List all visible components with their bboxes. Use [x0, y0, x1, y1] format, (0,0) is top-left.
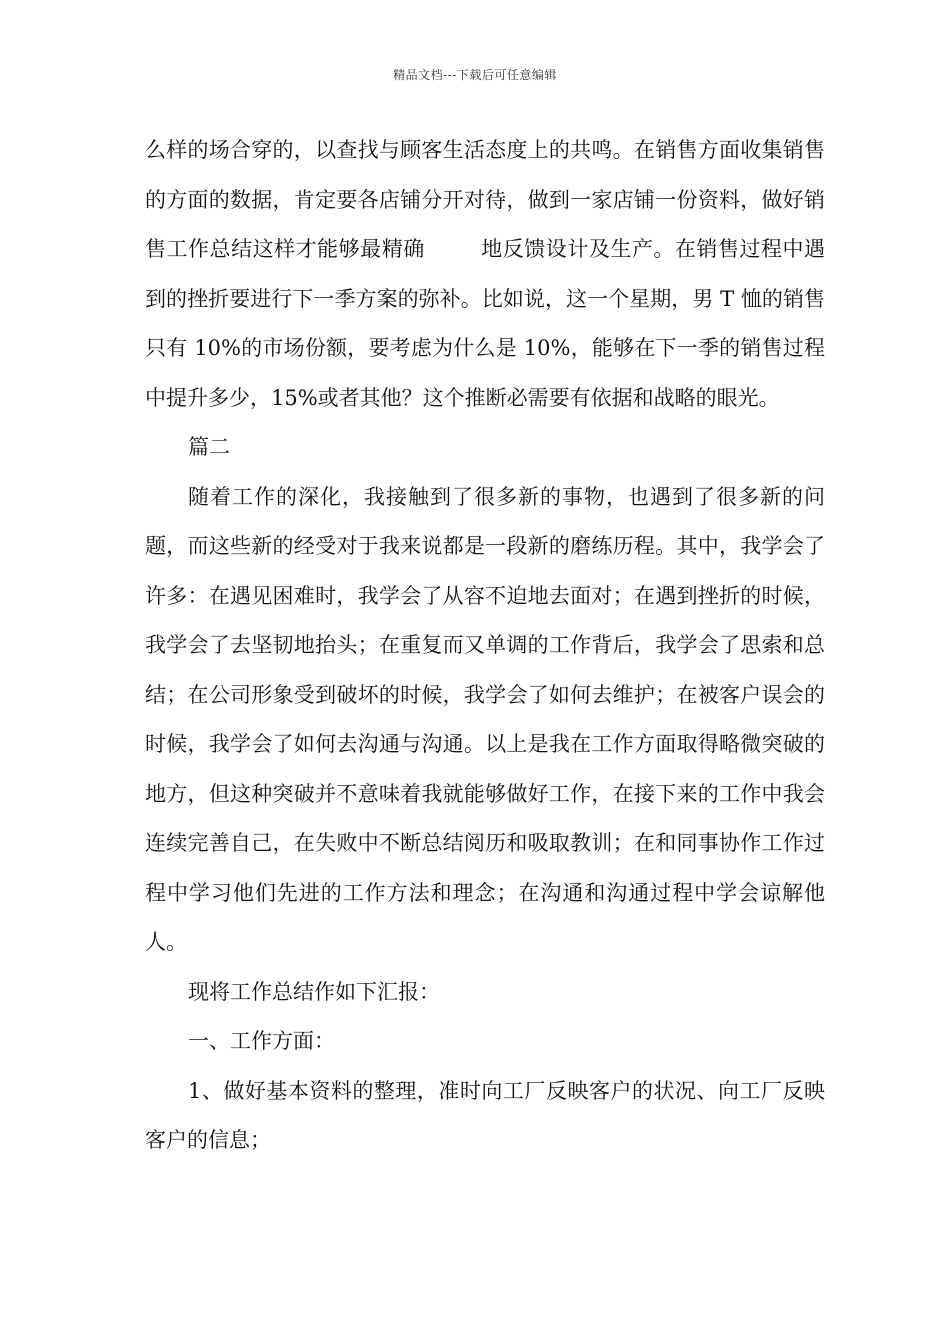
document-body — [145, 126, 825, 1166]
paragraph-report-intro: 现将工作总结作如下汇报： — [188, 979, 440, 1004]
section-heading-work: 一、工作方面： — [188, 1029, 335, 1053]
page-header: 精品文档---下载后可任意编辑 — [393, 68, 557, 82]
paragraph-experience: 随着工作的深化，我接触到了很多新的事物，也遇到了很多新的问题，而这些新的经受对于我来说都是一段新的磨练历程。其中，我学会了许多：在遇见困难时，我学会了从容不迫地去面对；在遇到挫折的时候，我学会了去坚韧地抬头；在重复而又单调的工作背后，我学会了思索和总结；在公司形象受到破坏的时候，我学会了如何去维护；在被客户误会的时候，我学会了如何去沟通与沟通。以上是我在工作方面取得略微突破的地方，但这种突破并不意味着我就能够做好工作，在接下来的工作中我会连续完善自己，在失败中不断总结阅历和吸取教训；在和同事协作工作过程中学习他们先进的工作方法和理念；在沟通和沟通过程中学会谅解他人。 — [145, 484, 825, 954]
paragraph-sales-analysis — [145, 126, 825, 423]
section-heading-part-two: 篇二 — [188, 435, 230, 459]
paragraph-sales-analysis-part2: 地反馈设计及生产。在销售过程中遇到的挫折要进行下一季方案的弥补。比如说，这一个星期，男 T 恤的销售只有 10%的市场份额，要考虑为什么是 10%，能够在下一季的销售过程中提升多少，15%或者其他？这个推断必需要有依据和战略的眼光。 — [145, 237, 826, 410]
list-item-1: 1、做好基本资料的整理，准时向工厂反映客户的状况、向工厂反映客户的信息； — [145, 1078, 825, 1152]
paragraph-sales-analysis-part1: 么样的场合穿的，以查找与顾客生活态度上的共鸣。在销售方面收集销售的方面的数据，肯定要各店铺分开对待，做到一家店铺一份资料，做好销售工作总结这样才能够最精确 — [145, 138, 825, 261]
